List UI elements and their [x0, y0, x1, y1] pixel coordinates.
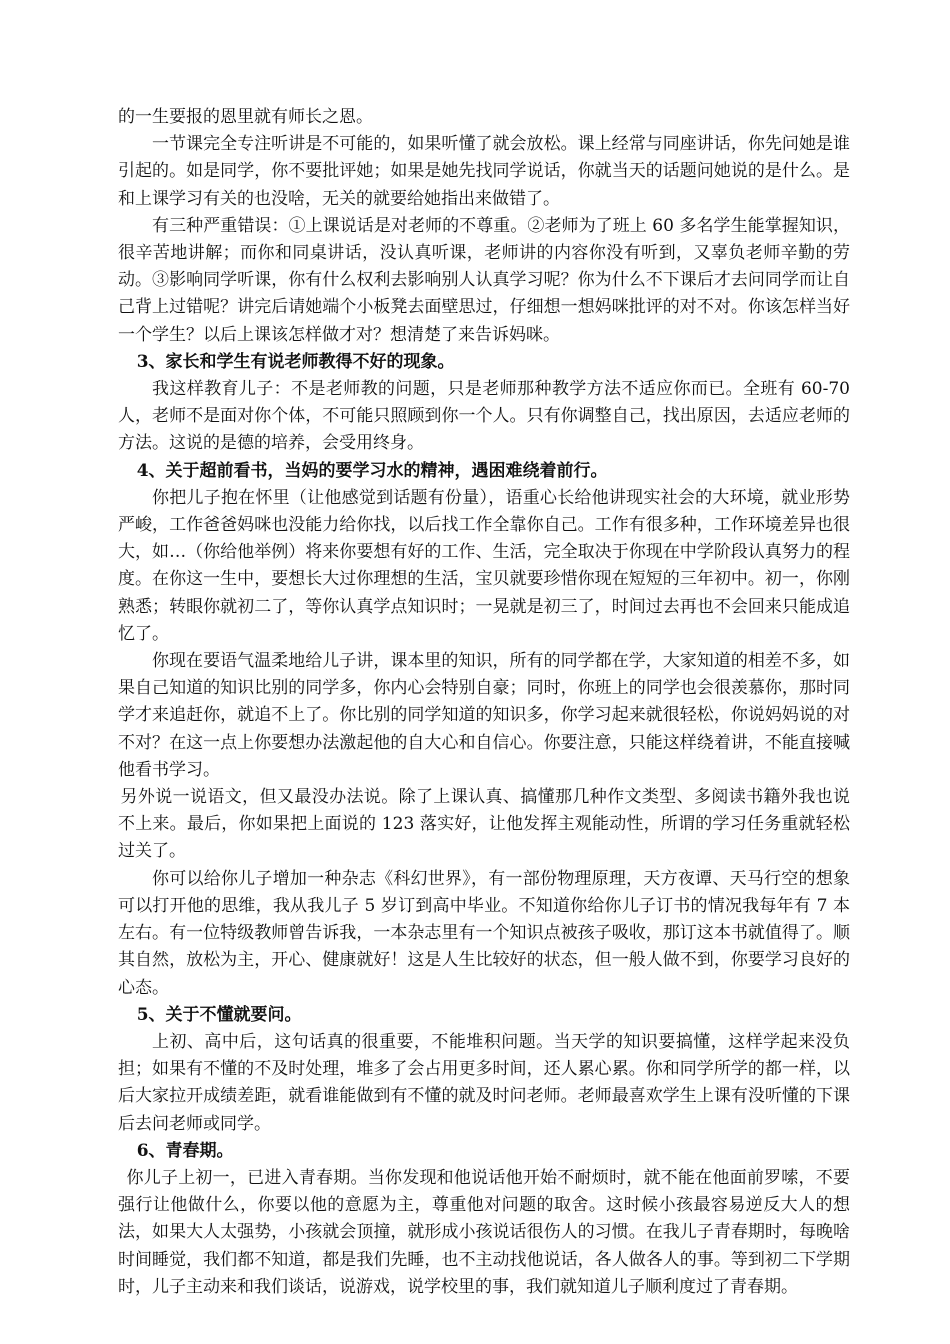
paragraph-2: 一节课完全专注听讲是不可能的，如果听懂了就会放松。课上经常与同座讲话，你先问她是谁引起的。如是同学，你不要批评她；如果是她先找同学说话，你就当天的话题问她说的是什么。是和上课学习有关的也没啥，无关的就要给她指出来做错了。: [118, 134, 850, 209]
paragraph-5: 你把儿子抱在怀里（让他感觉到话题有份量），语重心长给他讲现实社会的大环境，就业形势严峻，工作爸爸妈咪也没能力给你找，以后找工作全靠你自己。工作有很多种，工作环境差异也很大，如…（你给他举例）将来你要想有好的工作、生活，完全取决于你现在中学阶段认真努力的程度。在你这一生中，要想长大过你理想的生活，宝贝就要珍惜你现在短短的三年初中。初一，你刚熟悉；转眼你就初二了，等你认真学点知识时；一晃就是初三了，时间过去再也不会回来只能成追忆了。: [118, 487, 850, 644]
section-heading-4: 4、关于超前看书，当妈的要学习水的精神，遇困难绕着前行。: [136, 460, 608, 481]
paragraph-10: 你儿子上初一，已进入青春期。当你发现和他说话他开始不耐烦时，就不能在他面前罗嗦，不要强行让他做什么，你要以他的意愿为主，尊重他对问题的取舍。这时候小孩最容易逆反大人的想法，如果大人太强势，小孩就会顶撞，就形成小孩说话很伤人的习惯。在我儿子青春期时，每晚啥时间睡觉，我们都不知道，都是我们先睡，也不主动找他说话，各人做各人的事。等到初二下学期时，儿子主动来和我们谈话，说游戏，说学校里的事，我们就知道儿子顺利度过了青春期。: [118, 1167, 850, 1297]
paragraph-4: 我这样教育儿子：不是老师教的问题，只是老师那种教学方法不适应你而已。全班有 60-70 人，老师不是面对你个体，不可能只照顾到你一个人。只有你调整自己，找出原因，去适应老师的方法。这说的是德的培养，会受用终身。: [118, 379, 850, 454]
section-heading-5: 5、关于不懂就要问。: [136, 1004, 302, 1025]
document-page: [118, 104, 850, 1301]
paragraph-7: 另外说一说语文，但又最没办法说。除了上课认真、搞懂那几种作文类型、多阅读书籍外我也说不上来。最后，你如果把上面说的 123 落实好，让他发挥主观能动性，所谓的学习任务重就轻松过关了。: [118, 787, 850, 862]
paragraph-3: 有三种严重错误：①上课说话是对老师的不尊重。②老师为了班上 60 多名学生能掌握知识，很辛苦地讲解；而你和同桌讲话，没认真听课，老师讲的内容你没有听到，又辜负老师辛勤的劳动。③影响同学听课，你有什么权利去影响别人认真学习呢？你为什么不下课后才去问同学而让自己背上过错呢？讲完后请她端个小板凳去面壁思过，仔细想一想妈咪批评的对不对。你该怎样当好一个学生？以后上课该怎样做才对？想清楚了来告诉妈咪。: [118, 215, 850, 345]
paragraph-1: 的一生要报的恩里就有师长之恩。: [118, 107, 373, 127]
paragraph-8: 你可以给你儿子增加一种杂志《科幻世界》，有一部份物理原理，天方夜谭、天马行空的想象可以打开他的思维，我从我儿子 5 岁订到高中毕业。不知道你给你儿子订书的情况我每年有 7 本左右。有一位特级教师曾告诉我，一本杂志里有一个知识点被孩子吸收，那订这本书就值得了。顺其自然，放松为主，开心、健康就好！这是人生比较好的状态，但一般人做不到，你要学习良好的心态。: [118, 868, 850, 998]
paragraph-6: 你现在要语气温柔地给儿子讲，课本里的知识，所有的同学都在学，大家知道的相差不多，如果自己知道的知识比别的同学多，你内心会特别自豪；同时，你班上的同学也会很羡慕你，那时同学才来追赶你，就追不上了。你比别的同学知道的知识多，你学习起来就很轻松，你说妈妈说的对不对？在这一点上你要想办法激起他的自大心和自信心。你要注意，只能这样绕着讲，不能直接喊他看书学习。: [118, 651, 850, 780]
section-heading-3: 3、家长和学生有说老师教得不好的现象。: [136, 351, 455, 372]
section-heading-6: 6、青春期。: [136, 1140, 234, 1161]
paragraph-9: 上初、高中后，这句话真的很重要，不能堆积问题。当天学的知识要搞懂，这样学起来没负担；如果有不懂的不及时处理，堆多了会占用更多时间，还人累心累。你和同学所学的都一样，以后大家拉开成绩差距，就看谁能做到有不懂的就及时问老师。老师最喜欢学生上课有没听懂的下课后去问老师或同学。: [118, 1031, 850, 1134]
